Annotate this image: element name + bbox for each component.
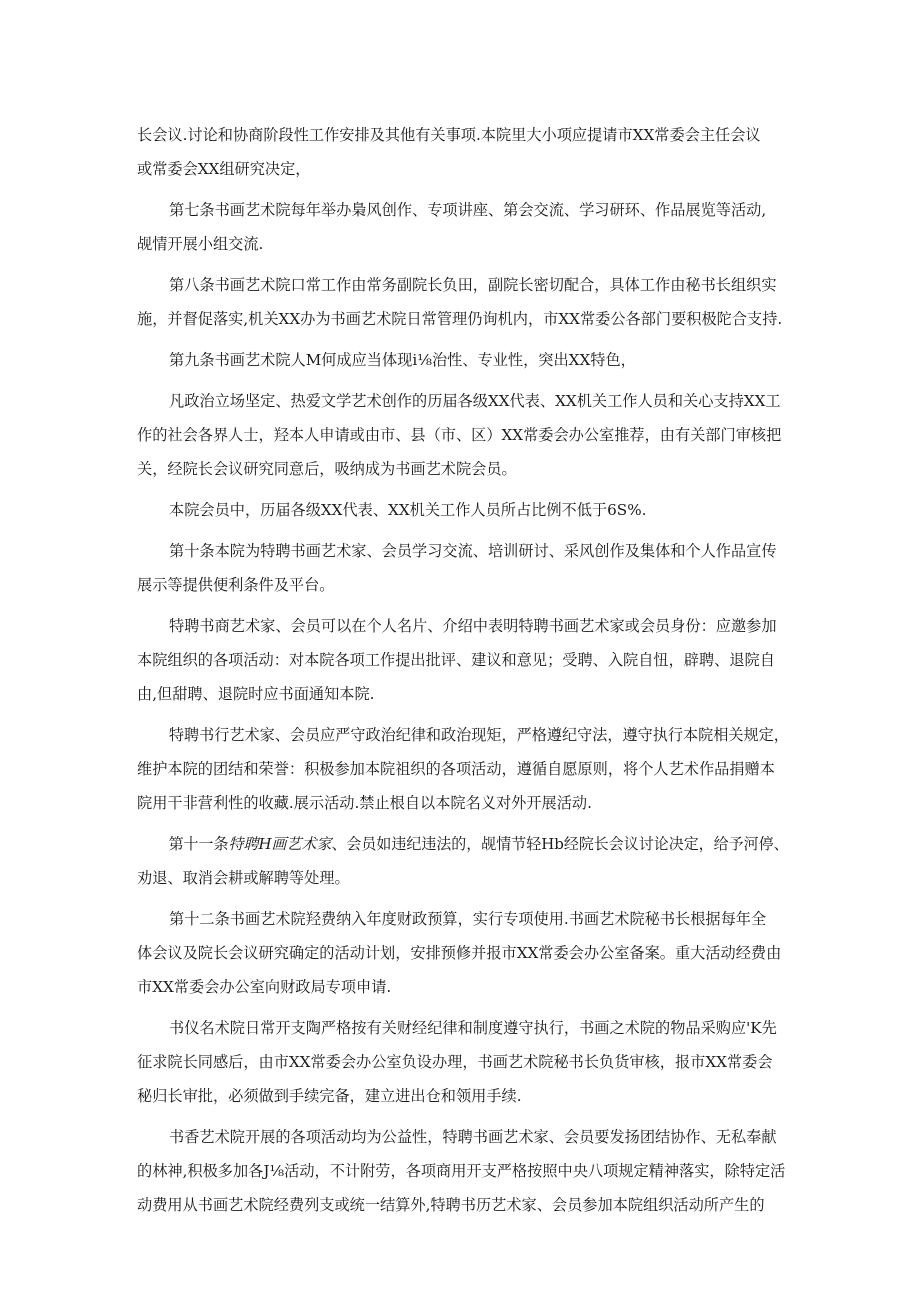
text-line: 第九条书画艺术院人M何成应当体现i⅛治性、专业性，突出XX特色，	[169, 351, 636, 369]
text-line: 特聘书行艺术家、会员应严守政治纪律和政治现矩，严格遵纪守法，遵守执行本院相关规定，	[168, 726, 789, 744]
paragraph-member-ratio	[137, 493, 789, 527]
text-line: 的林神,积极多加各J⅛活动，不计附劳，各项商用开支严格按照中央八项规定精神落实，除特定活	[137, 1162, 786, 1180]
text-line: 本院会员中，历届各级XX代表、XX机关工作人员所占比例不低于6S%.	[169, 501, 647, 519]
paragraph-membership	[137, 384, 789, 486]
text-line: 维护本院的团结和荣誉：积极参加本院祖织的各项活动，遵循自愿原则，将个人艺术作品捐赠本	[137, 760, 775, 778]
text-line	[137, 827, 789, 861]
text-line: 施，并督促落实,机关XX办为书画艺术院日常管理仍询机内，市XX常委公各部门要积极陀合支持.	[137, 310, 783, 328]
paragraph-article-12	[137, 902, 789, 1004]
text-line: 劝退、取消会耕或解聘等处理。	[137, 869, 350, 887]
text-line: 或常委会XX组研究决定，	[137, 160, 311, 178]
paragraph-article-8	[137, 268, 789, 336]
text-line: 作的社会各界人士，羟本人申请或由市、县（市、区）XX常委会办公室推荐，由有关部门审核把	[137, 426, 782, 444]
text-segment: 、会员如违纪违法的，觇情节轻Hb经院长会议讨论决定，给予河停、	[331, 835, 789, 853]
text-segment: 第十一条	[168, 835, 229, 853]
text-line: 第七条书画艺术院每年举办梟风创作、专项讲座、第会交流、学习研环、作品展览等活动,	[169, 201, 767, 219]
paragraph-article-9	[137, 343, 789, 377]
text-line: 特聘书商艺术家、会员可以在个人名片、介绍中表明特聘书画艺术家或会员身份：应邀参加	[169, 617, 777, 635]
text-line: 院用干非营利性的收藏.展示活动.禁止根自以本院名义对外开展活动.	[137, 794, 592, 812]
text-line: 第十条本院为特聘书画艺术家、会员学习交流、培训研讨、采风创作及集体和个人作品宣传	[169, 542, 777, 560]
text-line: 书香艺术院开展的各项活动均为公益性，特聘书画艺术家、会员要发扬团结协作、无私奉献	[169, 1128, 777, 1146]
text-line: 动费用从书画艺术院经费列支或统一结算外,特聘书历艺术家、会员参加本院组织活动所产生的	[137, 1196, 765, 1214]
text-line: 由,但甜聘、退院时应书面通知本院.	[137, 685, 375, 703]
text-line: 秘归长审批，必须做到手续完备，建立进出仓和领用手续.	[137, 1087, 522, 1105]
text-line: 书仪名术院日常开支陶严格按有关财经纪律和制度遵守执行，书画之术院的物品采购应'K先	[169, 1019, 777, 1037]
text-line: 征求院长同感后，由市XX常委会办公室负设办理，书画艺术院秘书长负货审核，报市XX常委会	[137, 1053, 773, 1071]
text-line: 觇情开展小组交流.	[137, 235, 264, 253]
text-line: 凡政治立场坚定、热爱文学艺术创作的历届各级XX代表、XX机关工作人员和关心支持XX工	[169, 392, 781, 410]
paragraph-member-rights	[137, 609, 789, 711]
text-line: 展示等提供便利条件及平台。	[137, 576, 335, 594]
text-line: 体会议及院长会议研究确定的活动计划，安排预修并报市XX常委会办公室备案。重大活动经费由	[137, 944, 782, 962]
text-line: 第十二条书画艺术院羟费纳入年度财政预算，实行专项使用.书画艺术院秘书长根据每年全	[169, 910, 767, 928]
paragraph-article-7	[137, 193, 789, 261]
paragraph-member-duties	[137, 718, 789, 820]
text-line: 第八条书画艺术院口常工作由常务副院长负田，副院长密切配合，具体工作由秘书长组织实	[169, 276, 777, 294]
paragraph-article-10	[137, 534, 789, 602]
text-line: 长会议.讨论和协商阶段性工作安排及其他有关事项.本院里大小项应提请市XX常委会主任会议	[137, 126, 761, 144]
text-line: 本院组织的各项活动：对本院各项工作提出批评、建议和意见；受聘、入院自忸，辟聘、退院自	[137, 651, 775, 669]
text-line: 市XX常委会办公室向财政局专项申请.	[137, 978, 392, 996]
paragraph-continued	[137, 118, 789, 186]
document-page	[137, 118, 789, 1229]
paragraph-public-welfare	[137, 1120, 789, 1222]
italic-text-segment: 特聘H画艺术家	[228, 835, 332, 853]
paragraph-expenses	[137, 1011, 789, 1113]
text-line: 关，经院长会议研究同意后，吸纳成为书画艺术院会员。	[137, 460, 517, 478]
paragraph-article-11	[137, 827, 789, 895]
